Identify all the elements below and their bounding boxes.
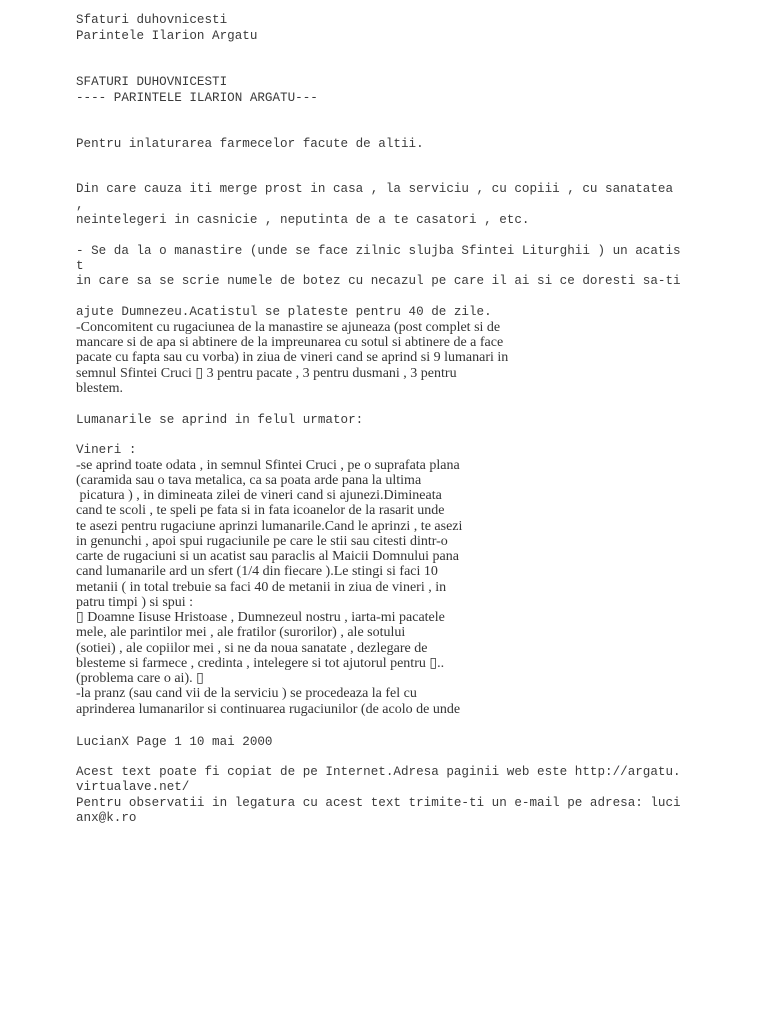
- text-line: Din care cauza iti merge prost in casa , la serviciu , cu copiii , cu sanatatea: [76, 182, 674, 196]
- text-line: ajute Dumnezeu.Acatistul se plateste pentru 40 de zile.: [76, 305, 492, 319]
- text-line: cand te scoli , te speli pe fata si in fata icoanelor de la rasarit unde: [76, 503, 445, 518]
- text-line: blestem.: [76, 381, 124, 396]
- text-line: -se aprind toate odata , in semnul Sfintei Cruci , pe o suprafata plana: [76, 458, 460, 473]
- text-line: patru timpi ) si spui :: [76, 595, 194, 610]
- header-line-2: Parintele Ilarion Argatu: [76, 29, 258, 43]
- title-line: SFATURI DUHOVNICESTI: [76, 75, 228, 89]
- text-line: blesteme si farmece , credinta , intelegere si tot ajutorul pentru ▯..: [76, 656, 445, 671]
- copy-notice-line: Acest text poate fi copiat de pe Internet.Adresa paginii web este http://argatu.: [76, 765, 681, 779]
- contact-line: anx@k.ro: [76, 811, 137, 825]
- text-line: neintelegeri in casnicie , neputinta de a te casatori , etc.: [76, 213, 530, 227]
- text-line: ,: [76, 198, 84, 212]
- text-line: in care sa se scrie numele de botez cu necazul pe care il ai si ce doresti sa-ti: [76, 274, 681, 288]
- text-line: t: [76, 259, 84, 273]
- text-line: mancare si de apa si abtinere de la impreunarea cu sotul si abtinere de a face: [76, 335, 504, 350]
- author-line: ---- PARINTELE ILARION ARGATU---: [76, 91, 318, 105]
- header-line-1: Sfaturi duhovnicesti: [76, 13, 228, 27]
- section-heading: Pentru inlaturarea farmecelor facute de altii.: [76, 137, 424, 151]
- text-line: (sotiei) , ale copiilor mei , si ne da noua sanatate , dezlegare de: [76, 641, 428, 656]
- page-footer: LucianX Page 1 10 mai 2000: [76, 735, 273, 749]
- copy-notice-line: virtualave.net/: [76, 780, 190, 794]
- text-line: metanii ( in total trebuie sa faci 40 de metanii in ziua de vineri , in: [76, 580, 447, 595]
- text-line: -la pranz (sau cand vii de la serviciu ) se procedeaza la fel cu: [76, 686, 417, 701]
- text-line: (caramida sau o tava metalica, ca sa poata arde pana la ultima: [76, 473, 422, 488]
- text-line: Vineri :: [76, 443, 137, 457]
- text-line: semnul Sfintei Cruci ▯ 3 pentru pacate , 3 pentru dusmani , 3 pentru: [76, 366, 457, 381]
- contact-line: Pentru observatii in legatura cu acest text trimite-ti un e-mail pe adresa: luci: [76, 796, 681, 810]
- text-line: carte de rugaciuni si un acatist sau paraclis al Maicii Domnului pana: [76, 549, 459, 564]
- text-line: aprinderea lumanarilor si continuarea rugaciunilor (de acolo de unde: [76, 702, 461, 717]
- text-line: pacate cu fapta sau cu vorba) in ziua de vineri cand se aprind si 9 lumanari in: [76, 350, 509, 365]
- text-line: cand lumanarile ard un sfert (1/4 din fiecare ).Le stingi si faci 10: [76, 564, 438, 579]
- text-line: (problema care o ai). ▯: [76, 671, 204, 686]
- text-line: in genunchi , apoi spui rugaciunile pe care le stii sau citesti dintr-o: [76, 534, 448, 549]
- text-line: picatura ) , in dimineata zilei de vineri cand si ajunezi.Dimineata: [76, 488, 442, 503]
- section-heading: Lumanarile se aprind in felul urmator:: [76, 413, 364, 427]
- text-line: te asezi pentru rugaciune aprinzi lumanarile.Cand le aprinzi , te asezi: [76, 519, 463, 534]
- text-line: -Concomitent cu rugaciunea de la manastire se ajuneaza (post complet si de: [76, 320, 501, 335]
- text-line: mele, ale parintilor mei , ale fratilor (surorilor) , ale sotului: [76, 625, 406, 640]
- text-line: ▯ Doamne Iisuse Hristoase , Dumnezeul nostru , iarta-mi pacatele: [76, 610, 445, 625]
- text-line: - Se da la o manastire (unde se face zilnic slujba Sfintei Liturghii ) un acatis: [76, 244, 681, 258]
